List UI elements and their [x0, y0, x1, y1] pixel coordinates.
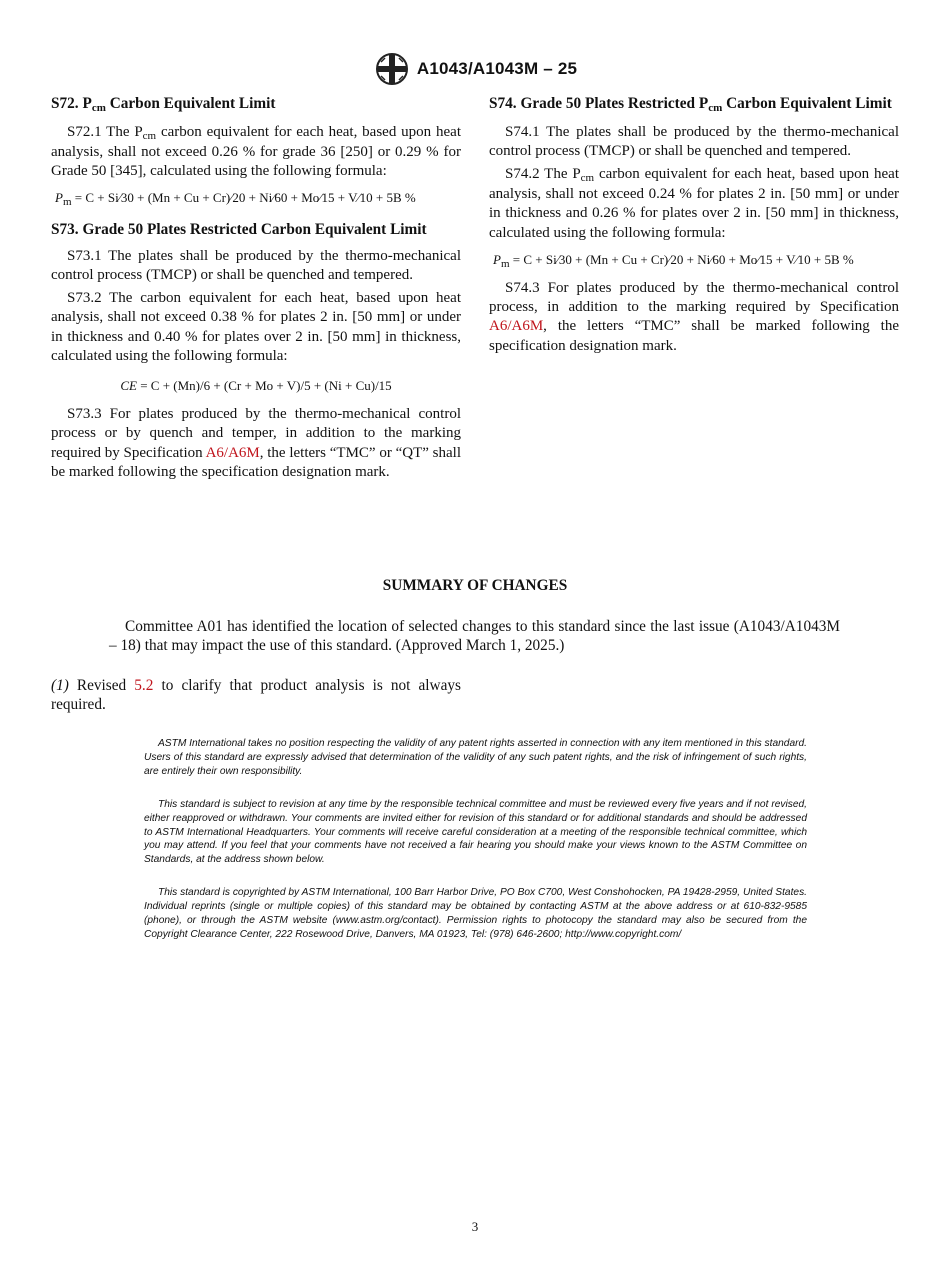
s73-heading: S73. Grade 50 Plates Restricted Carbon Equivalent Limit [51, 221, 427, 239]
copyright-notice: This standard is copyrighted by ASTM International, 100 Barr Harbor Drive, PO Box C700, West Conshohocken, PA 19428-2959, United States. Individual reprints (single or multiple copies) of this standard may be obtained by contacting ASTM at the above address or at 610-832-9585 (phone), or through the ASTM website (www.astm.org/contact). Permission rights to photocopy the standard may also be secured from the Copyright Clearance Center, 222 Rosewood Drive, Danvers, MA 01923, Tel: (978) 646-2600; http://www.copyright.com/ [144, 887, 807, 940]
standard-designation: A1043/A1043M – 25 [416, 59, 578, 78]
left-column [51, 94, 461, 486]
page-number: 3 [471, 1219, 479, 1234]
a6-a6m-link[interactable]: A6/A6M [489, 318, 544, 335]
s74-heading: S74. Grade 50 Plates Restricted Pcm Carbon Equivalent Limit [489, 95, 892, 114]
s73-3-paragraph: S73.3 For plates produced by the thermo-mechanical control process or by quench and temper, in addition to the marking required by Specification A6/A6M, the letters “TMC” or “QT” shall be marked following the specification designation mark. [51, 406, 461, 480]
patent-notice: ASTM International takes no position respecting the validity of any patent rights asserted in connection with any item mentioned in this standard. Users of this standard are expressly advised that determination of the validity of any such patent rights, and the risk of infringement of such rights, are entirely their own responsibility. [144, 738, 807, 777]
s73-1-paragraph: S73.1 The plates shall be produced by the thermo-mechanical control process (TMCP) or shall be quenched and tempered. [51, 247, 461, 284]
legal-notices [144, 737, 807, 961]
page-header [0, 52, 950, 86]
s74-2-paragraph: S74.2 The $P_{cm}$ carbon equivalent for each heat, based upon heat analysis, shall not exceed 0.24 % for plates 2 in. [50 mm] or under in thickness and 0.26 % for plates over 2 in. [50 mm] in thickness, calculated using the following formula: [489, 165, 899, 241]
s74-formula: $P_m = C$ + Si⁄30 + (Mn + Cu + Cr)⁄20 + Ni⁄60 + Mo⁄15 + V⁄10 + 5B % [493, 251, 854, 270]
s72-heading: S72. Pcm Carbon Equivalent Limit [51, 95, 276, 114]
s73-2-paragraph: S73.2 The carbon equivalent for each heat, based upon heat analysis, shall not exceed 0.38 % for plates 2 in. [50 mm] or under in thickness and 0.40 % for plates over 2 in. [50 mm] in thickness, calculated using the following formula: [51, 290, 461, 364]
s74-1-paragraph: S74.1 The plates shall be produced by the thermo-mechanical control process (TMCP) or shall be quenched and tempered. [489, 123, 899, 159]
s72-formula: $P_m = C$ + Si⁄30 + (Mn + Cu + Cr)⁄20 + Ni⁄60 + Mo⁄15 + V⁄10 + 5B % [55, 190, 416, 209]
s72-1-paragraph: S72.1 The $P_{cm}$ carbon equivalent for each heat, based upon heat analysis, shall not exceed 0.26 % for grade 36 [250] or 0.29 % for Grade 50 [345], calculated using the following formula: [51, 123, 461, 179]
a6-a6m-link[interactable]: A6/A6M [205, 444, 260, 461]
revision-notice: This standard is subject to revision at any time by the responsible technical committee and must be reviewed every five years and if not revised, either reapproved or withdrawn. Your comments are invited either for revision of this standard or for additional standards and should be addressed to ASTM International Headquarters. Your comments will receive careful consideration at a meeting of the responsible technical committee, which you may attend. If you feel that your comments have not received a fair hearing you should make your views known to the ASTM Committee on Standards, at the address shown below. [144, 798, 807, 866]
summary-body: Committee A01 has identified the location of selected changes to this standard since the last issue (A1043/A1043M – 18) that may impact the use of this standard. (Approved March 1, 2025.) [109, 618, 840, 655]
section-5-2-link[interactable]: 5.2 [134, 677, 154, 694]
s73-formula: CE = C + (Mn)/6 + (Cr + Mo + V)/5 + (Ni + Cu)/15 [120, 378, 392, 394]
change-item: (1) Revised 5.2 to clarify that product analysis is not always required. [51, 677, 461, 714]
summary-title: SUMMARY OF CHANGES [382, 577, 568, 594]
right-column [489, 94, 899, 360]
s74-3-paragraph: S74.3 For plates produced by the thermo-mechanical control process, in addition to the marking required by Specification A6/A6M, the letters “TMC” shall be marked following the specification designation mark. [489, 279, 899, 354]
astm-logo-icon [373, 52, 411, 86]
